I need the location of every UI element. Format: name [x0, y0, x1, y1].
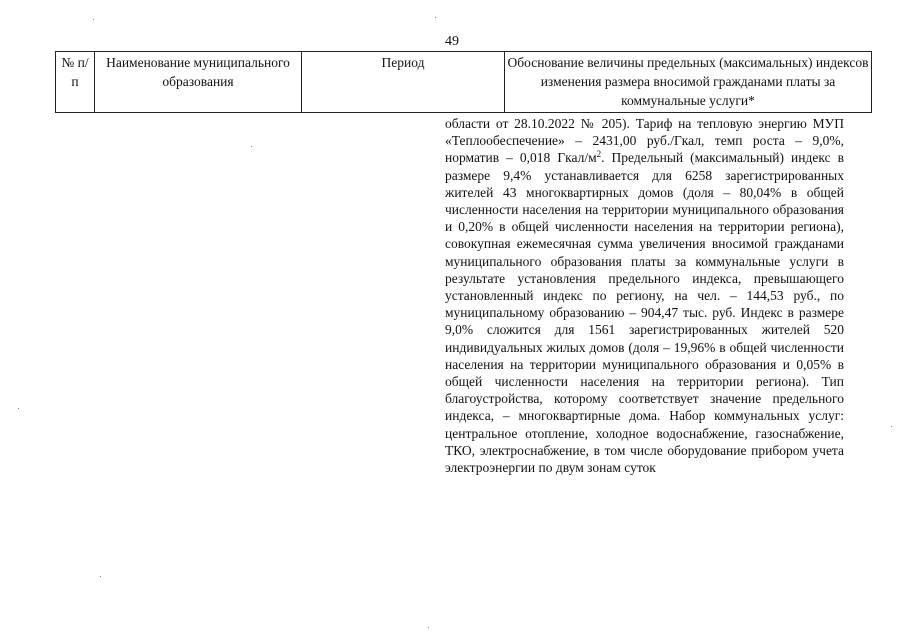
header-cell-number: № п/п [56, 52, 95, 113]
unit-superscript: 2 [596, 149, 602, 160]
scan-speck [251, 146, 252, 147]
scan-speck [435, 17, 436, 18]
scan-speck [100, 576, 101, 577]
header-cell-justification: Обоснование величины предельных (максимальных) индексов изменения размера вносимой гражданами платы за коммунальные услуги* [505, 52, 872, 113]
scan-speck [93, 19, 94, 20]
justification-paragraph [445, 115, 844, 476]
scan-speck [891, 426, 892, 427]
table-header-row [56, 52, 872, 113]
scan-speck [18, 408, 19, 409]
page-number: 49 [445, 34, 459, 49]
paragraph-text-rest: . Предельный (максимальный) индекс в размере 9,4% устанавливается для 6258 зарегистрированных жителей 43 многоквартирных домов (доля – 80,04% в общей численности населения на территории муниципального образования и 0,20% в общей численности населения на территории региона), совокупная ежемесячная сумма увеличения вносимой гражданами муниципального образования платы за коммунальные услуги в результате установления предельного индекса, превышающего установленный индекс по региону, на чел. – 144,53 руб., по муниципальному образованию – 904,47 тыс. руб. Индекс в размере 9,0% сложится для 1561 зарегистрированных жителей 520 индивидуальных жилых домов (доля – 19,96% в общей численности населения на территории муниципального образования и 0,05% в общей численности населения на территории региона). Тип благоустройства, которому соответствует значение предельного индекса, – многоквартирные дома. Набор коммунальных услуг: центральное отопление, холодное водоснабжение, газоснабжение, ТКО, электроснабжение, в том числе оборудование прибором учета электроэнергии по двум зонам суток [445, 150, 844, 476]
scan-speck [428, 627, 429, 628]
table-header [55, 51, 872, 113]
paragraph-text-start: области от 28.10.2022 № 205). Тариф на тепловую энергию МУП «Теплообеспечение» – 2431,00 руб./Гкал, темп роста – 9,0%, норматив – 0,018 Гкал/м [445, 116, 844, 166]
header-cell-municipality: Наименование муниципального образования [95, 52, 302, 113]
header-cell-period: Период [302, 52, 505, 113]
